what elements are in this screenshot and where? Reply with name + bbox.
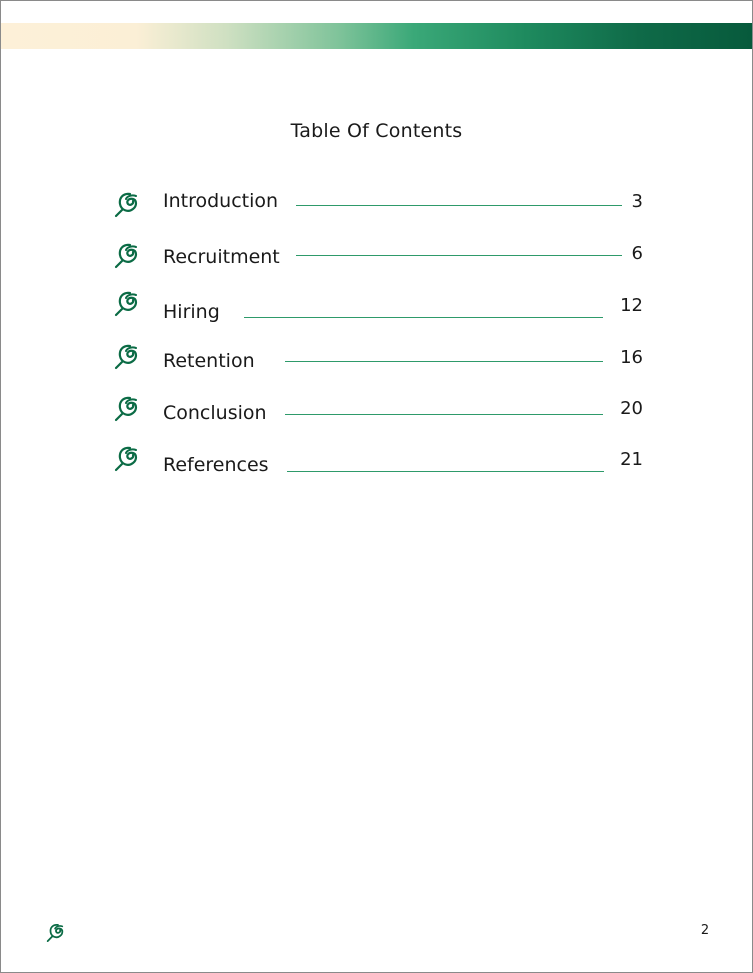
- toc-label: Retention: [163, 350, 255, 372]
- toc-page-number: 16: [620, 347, 643, 368]
- toc-entry-introduction[interactable]: [0, 186, 753, 226]
- toc-leader-line: [296, 255, 622, 256]
- toc-entry-recruitment[interactable]: [0, 240, 753, 280]
- toc-entry-references[interactable]: [0, 443, 753, 483]
- toc-page-number: 21: [620, 449, 643, 470]
- toc-title: Table Of Contents: [290, 120, 463, 142]
- leaf-magnifier-icon: [112, 289, 140, 319]
- toc-leader-line: [287, 471, 604, 472]
- toc-entry-hiring[interactable]: [0, 289, 753, 329]
- leaf-magnifier-icon: [112, 241, 140, 271]
- toc-label: Recruitment: [163, 246, 280, 268]
- toc-leader-line: [244, 317, 603, 318]
- toc-page-number: 20: [620, 398, 643, 419]
- toc-leader-line: [296, 205, 622, 206]
- leaf-magnifier-icon: [112, 342, 140, 372]
- toc-label: Conclusion: [163, 402, 267, 424]
- toc-page-number: 3: [631, 191, 643, 212]
- toc-label: Introduction: [163, 190, 279, 212]
- leaf-magnifier-icon: [112, 444, 140, 474]
- toc-label: References: [163, 454, 269, 476]
- toc-leader-line: [285, 361, 603, 362]
- toc-leader-line: [285, 414, 603, 415]
- toc-entry-conclusion[interactable]: [0, 393, 753, 433]
- toc-label: Hiring: [163, 301, 220, 323]
- toc-page-number: 12: [620, 295, 643, 316]
- header-gradient-band: [1, 23, 752, 49]
- leaf-magnifier-icon: [112, 190, 140, 220]
- leaf-magnifier-icon: [112, 394, 140, 424]
- page-number: 2: [700, 923, 710, 938]
- toc-page-number: 6: [631, 243, 643, 264]
- toc-entry-retention[interactable]: [0, 342, 753, 382]
- leaf-logo-icon: [44, 922, 66, 944]
